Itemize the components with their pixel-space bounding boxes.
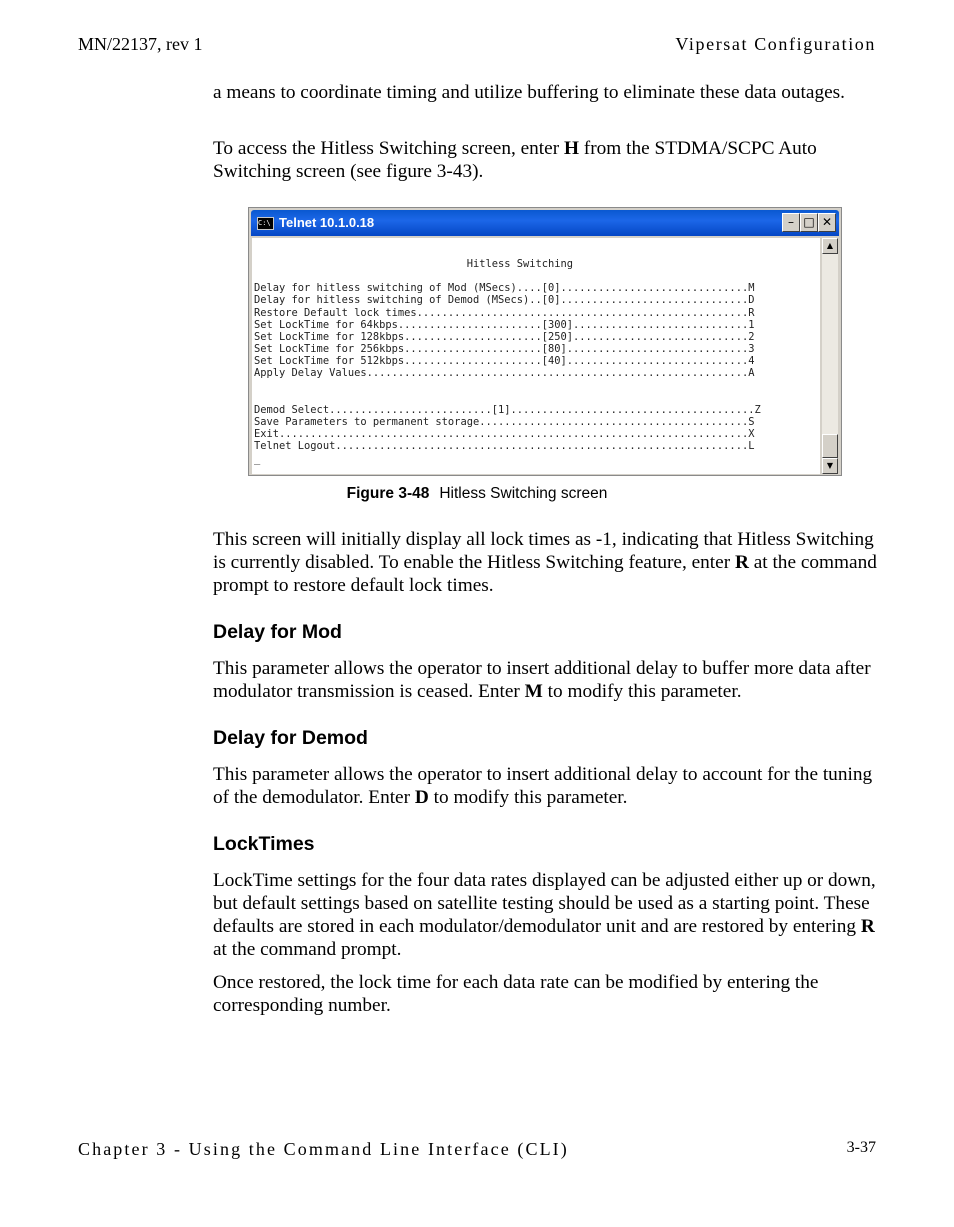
paragraph-delay-for-demod [213,763,878,809]
heading-delay-for-demod: Delay for Demod [213,727,368,749]
text-run: This screen will initially display all lock times as -1, indicating that Hitless Switching is currently disabled. To enable the Hitless Switching feature, enter [213,529,874,573]
heading-locktimes: LockTimes [213,833,315,855]
text-run: LockTime settings for the four data rates displayed can be adjusted either up or down, but default settings based on satellite testing should be used as a starting point. These defaults are stored in each modulator/demodulator unit and are restored by entering [213,870,876,937]
minimize-button[interactable] [782,213,800,232]
text-run: from the STDMA/SCPC Auto Switching screen (see figure 3-43). [213,138,817,182]
scroll-up-button[interactable] [822,238,838,254]
console-text: Hitless Switching Delay for hitless switching of Mod (MSecs)....[0]..............................M Delay for hitless switching of Demod (MSecs)..[0]..............................D Restore Default lock times.....................................................R Set LockTime for 64kbps.......................[300]............................1 Set LockTime for 128kbps......................[250]............................2 Set LockTime for 256kbps......................[80].............................3 Set LockTime for 512kbps......................[40].............................4 Apply Delay Values.............................................................A Demod Select..........................[1].......................................Z Save Parameters to permanent storage...........................................S Exit...........................................................................X Telnet Logout..................................................................L _ [254,258,761,465]
intro-paragraph-2 [213,137,878,183]
console-icon: C:\ [257,217,274,230]
key-m: M [524,681,543,702]
maximize-icon: □ [803,215,815,229]
console-output[interactable] [252,238,820,474]
figure-caption [0,485,954,503]
key-d: D [414,787,429,808]
text-run: This parameter allows the operator to insert additional delay to account for the tuning of the demodulator. Enter [213,764,873,808]
close-button[interactable] [818,213,836,232]
footer-page-number: 3-37 [846,1139,876,1156]
scroll-down-button[interactable] [822,458,838,474]
key-h: H [563,138,579,159]
heading-delay-for-mod: Delay for Mod [213,621,342,643]
intro-paragraph-1: a means to coordinate timing and utilize buffering to eliminate these data outages. [213,82,845,103]
arrow-down-icon: ▼ [826,461,834,470]
close-icon: ✕ [821,215,833,229]
text-run: This parameter allows the operator to insert additional delay to buffer more data after modulator transmission is ceased. Enter [213,658,871,702]
text-run: To access the Hitless Switching screen, enter [213,138,564,159]
header-doc-id: MN/22137, rev 1 [78,34,203,54]
key-r: R [860,916,875,937]
paragraph-lock-times-init [213,528,878,597]
text-run: to modify this parameter. [428,787,628,808]
text-run: at the command prompt to restore default lock times. [213,552,877,596]
header-section-title: Vipersat Configuration [675,34,876,54]
scroll-thumb[interactable] [822,434,838,458]
telnet-window [248,207,842,476]
arrow-up-icon: ▲ [826,241,834,250]
paragraph-locktimes-1 [213,869,878,961]
text-run: to modify this parameter. [542,681,742,702]
key-r: R [734,552,749,573]
vertical-scrollbar[interactable] [822,238,838,474]
figure-label: Figure 3-48 [346,485,430,502]
text-run: at the command prompt. [213,939,402,960]
window-titlebar [251,210,839,236]
paragraph-delay-for-mod [213,657,878,703]
minimize-icon: – [788,215,794,229]
maximize-button[interactable] [800,213,818,232]
window-title: Telnet 10.1.0.18 [279,215,375,230]
paragraph-locktimes-2: Once restored, the lock time for each data rate can be modified by entering the corresponding number. [213,972,819,1016]
figure-caption-text: Hitless Switching screen [439,485,608,502]
footer-chapter: Chapter 3 - Using the Command Line Interface (CLI) [78,1139,569,1159]
